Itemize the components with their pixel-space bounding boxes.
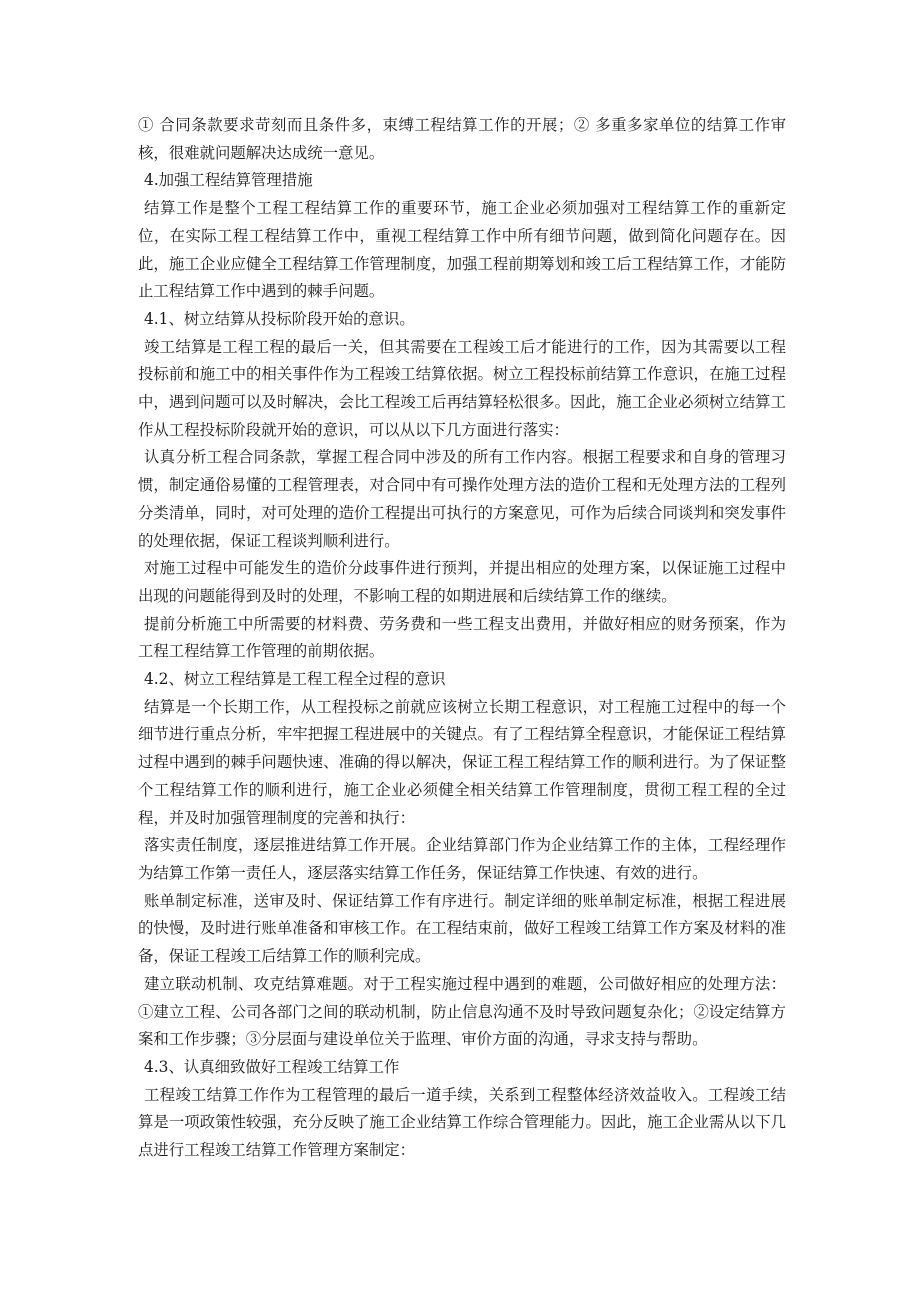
section-heading-4-1: 4.1、树立结算从投标阶段开始的意识。 [144, 309, 415, 328]
paragraph-cost-prediction: 对施工过程中可能发生的造价分歧事件进行预判，并提出相应的处理方案，以保证施工过程中出现的问题能得到及时的处理，不影响工程的如期进展和后续结算工作的继续。 [138, 559, 786, 605]
paragraph-long-term-settlement: 结算是一个长期工作，从工程投标之前就应该树立长期工程意识，对工程施工过程中的每一个细节进行重点分析，牢牢把握工程进展中的关键点。有了工程结算全程意识，才能保证工程结算过程中遇到的棘手问题快速、准确的得以解决，保证工程工程结算工作的顺利进行。为了保证整个工程结算工作的顺利进行，施工企业必须健全相关结算工作管理制度，贯彻工程工程的全过程，并及时加强管理制度的完善和执行： [138, 697, 786, 827]
paragraph-contract-analysis: 认真分析工程合同条款，掌握工程合同中涉及的所有工作内容。根据工程要求和自身的管理习惯，制定通俗易懂的工程管理表，对合同中有可操作处理方法的造价工程和无处理方法的工程列分类清单，同时，对可处理的造价工程提出可执行的方案意见，可作为后续合同谈判和突发事件的处理依据，保证工程谈判顺利进行。 [138, 448, 786, 550]
section-heading-4-3: 4.3、认真细致做好工程竣工结算工作 [144, 1057, 400, 1076]
document-body [138, 112, 786, 1165]
paragraph-completion-settlement: 竣工结算是工程工程的最后一关，但其需要在工程竣工后才能进行的工作，因为其需要以工程投标前和施工中的相关事件作为工程竣工结算依据。树立工程投标前结算工作意识，在施工过程中，遇到问题可以及时解决，会比工程竣工后再结算轻松很多。因此，施工企业必须树立结算工作从工程投标阶段就开始的意识，可以从以下几方面进行落实： [138, 337, 786, 439]
paragraph-settlement-intro: 结算工作是整个工程工程结算工作的重要环节，施工企业必须加强对工程结算工作的重新定位，在实际工程工程结算工作中，重视工程结算工作中所有细节问题，做到简化问题存在。因此，施工企业应健全工程结算工作管理制度，加强工程前期筹划和竣工后工程结算工作，才能防止工程结算工作中遇到的棘手问题。 [138, 199, 786, 301]
section-heading-4-2: 4.2、树立工程结算是工程工程全过程的意识 [144, 670, 446, 689]
paragraph-expense-analysis: 提前分析施工中所需要的材料费、劳务费和一些工程支出费用，并做好相应的财务预案，作为工程工程结算工作管理的前期依据。 [138, 614, 786, 661]
paragraph-linkage-mechanism: 建立联动机制、攻克结算难题。对于工程实施过程中遇到的难题，公司做好相应的处理方法：①建立工程、公司各部门之间的联动机制，防止信息沟通不及时导致问题复杂化；②设定结算方案和工作步骤；③分层面与建设单位关于监理、审价方面的沟通，寻求支持与帮助。 [138, 974, 786, 1049]
paragraph-responsibility-system: 落实责任制度，逐层推进结算工作开展。企业结算部门作为企业结算工作的主体，工程经理作为结算工作第一责任人，逐层落实结算工作任务，保证结算工作快速、有效的进行。 [138, 836, 786, 882]
paragraph-billing-standards: 账单制定标准，送审及时、保证结算工作有序进行。制定详细的账单制定标准，根据工程进展的快慢，及时进行账单准备和审核工作。在工程结束前，做好工程竣工结算工作方案及材料的准备，保证工程竣工后结算工作的顺利完成。 [138, 891, 786, 966]
section-heading-4: 4.加强工程结算管理措施 [144, 171, 313, 190]
paragraph-final-settlement: 工程竣工结算工作作为工程管理的最后一道手续，关系到工程整体经济效益收入。工程竣工结算是一项政策性较强，充分反映了施工企业结算工作综合管理能力。因此，施工企业需从以下几点进行工程竣工结算工作管理方案制定： [138, 1085, 786, 1160]
paragraph-contract-issues: ① 合同条款要求苛刻而且条件多，束缚工程结算工作的开展；② 多重多家单位的结算工作审核，很难就问题解决达成统一意见。 [138, 116, 786, 162]
